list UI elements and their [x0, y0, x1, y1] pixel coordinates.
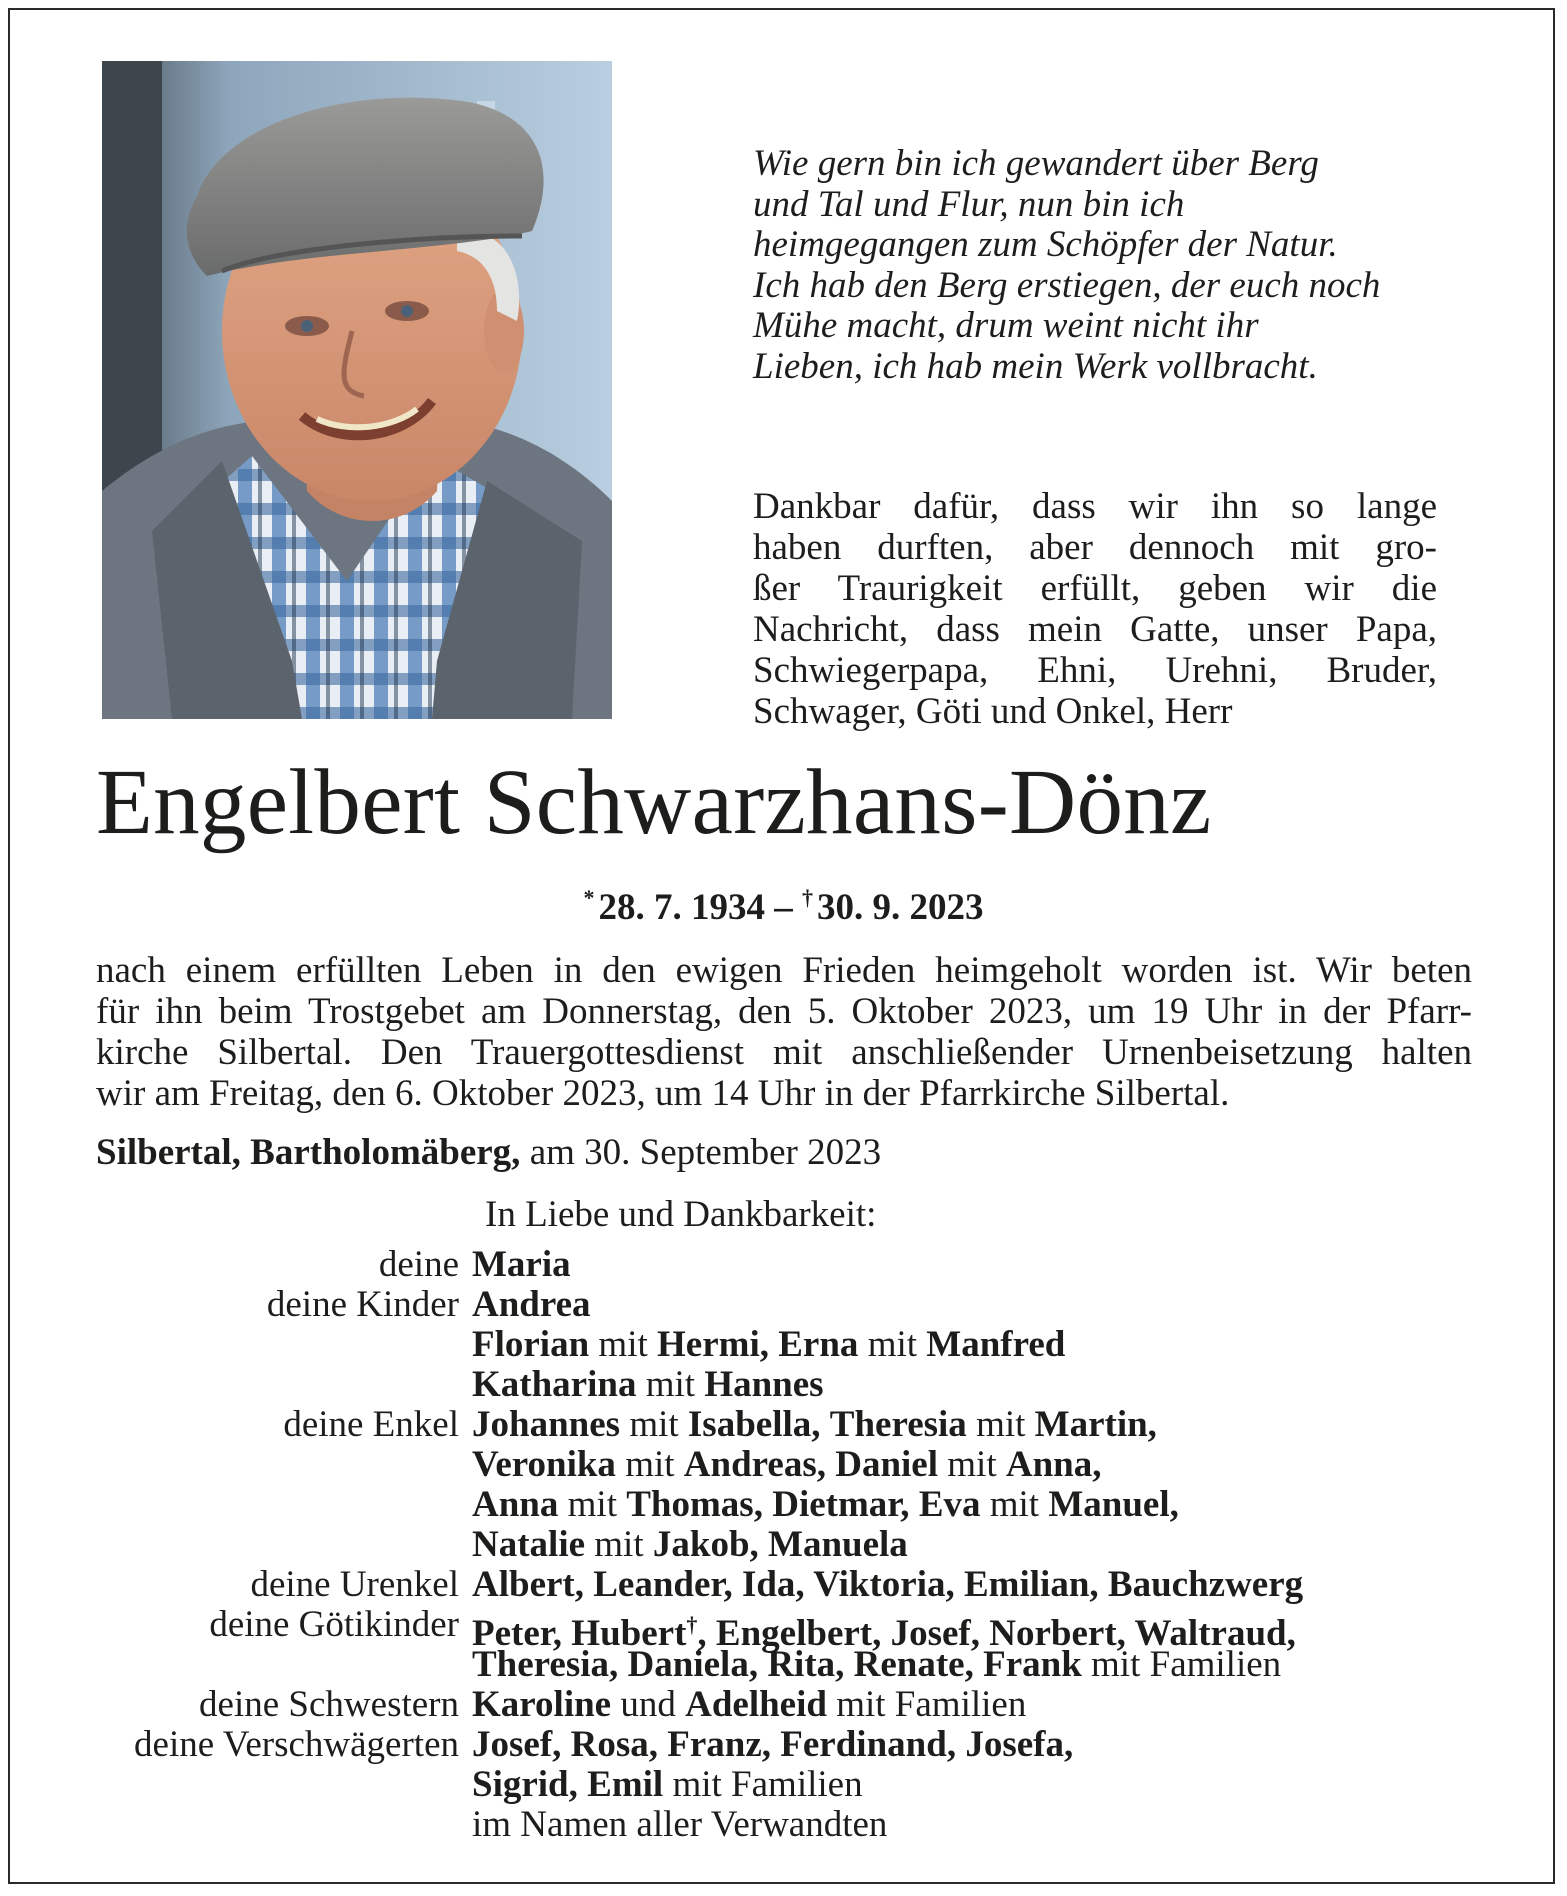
mourner-name: Erna	[778, 1324, 859, 1365]
announcement	[753, 486, 1437, 732]
portrait-photo	[102, 61, 612, 719]
mourner-row	[0, 1325, 1567, 1365]
poem-line: Lieben, ich hab mein Werk vollbracht.	[753, 345, 1318, 387]
mourner-label: deine Verschwägerten	[134, 1724, 459, 1765]
mourner-name: Karoline	[472, 1684, 612, 1725]
mourner-label: deine	[378, 1244, 459, 1285]
mourner-row	[0, 1645, 1567, 1685]
service-details	[96, 950, 1472, 1114]
mourner-name: Josef, Rosa, Franz, Ferdinand, Josefa,	[472, 1724, 1074, 1765]
poem-line: und Tal und Flur, nun bin ich	[753, 183, 1185, 225]
mourner-name: Natalie	[472, 1524, 586, 1565]
mit-text: mit	[645, 1364, 696, 1405]
announcement-line: Schwager, Göti und Onkel, Herr	[753, 691, 1233, 732]
deceased-name: Engelbert Schwarzhans-Dönz	[96, 751, 1212, 854]
mourner-label: deine Urenkel	[250, 1564, 459, 1605]
mourner-row	[0, 1405, 1567, 1445]
mourner-name: Manfred	[926, 1324, 1066, 1365]
place-date: am 30. September 2023	[529, 1132, 882, 1173]
mourner-row	[0, 1725, 1567, 1765]
mourner-name: Martin,	[1034, 1404, 1157, 1445]
mourner-name: Manuel,	[1048, 1484, 1179, 1525]
announcement-line: haben durften, aber dennoch mit gro-	[753, 527, 1437, 568]
mourner-name: Andrea	[472, 1284, 591, 1325]
deceased-marker: †	[686, 1612, 698, 1637]
announcement-line: Dankbar dafür, dass wir ihn so lange	[753, 486, 1437, 527]
mit-text: mit	[867, 1324, 918, 1365]
mourner-row	[0, 1685, 1567, 1725]
mourner-name: Theresia	[829, 1404, 967, 1445]
mourner-name: Anna	[472, 1484, 559, 1525]
mit-text: mit	[594, 1524, 644, 1565]
mourner-name: Jakob,	[652, 1524, 759, 1565]
mit-text: mit	[976, 1404, 1026, 1445]
place-locations: Silbertal, Bartholomäberg,	[96, 1132, 521, 1173]
death-symbol: †	[802, 885, 813, 910]
poem-line: Ich hab den Berg erstiegen, der euch noch	[753, 264, 1381, 306]
mit-familien-text: mit Familien	[1091, 1644, 1282, 1685]
mourner-name: Peter, Hubert	[472, 1613, 687, 1654]
birth-symbol: *	[583, 885, 595, 910]
mourner-name: Manuela	[768, 1524, 908, 1565]
mourner-name: Johannes	[472, 1404, 621, 1445]
mourner-name: Theresia, Daniela, Rita, Renate, Frank	[472, 1644, 1082, 1685]
mourner-name: Adelheid	[685, 1684, 827, 1725]
mourner-name: Florian	[472, 1324, 590, 1365]
mourner-label: deine Kinder	[266, 1284, 459, 1325]
final-line: im Namen aller Verwandten	[472, 1804, 888, 1845]
mourner-row	[0, 1604, 1567, 1654]
mourner-name: Anna,	[1005, 1444, 1102, 1485]
mourner-row	[0, 1565, 1567, 1605]
mourner-label: deine Götikinder	[209, 1604, 459, 1645]
body-line: kirche Silbertal. Den Trauergottesdienst mit anschließender Urnenbeisetzung halten	[96, 1032, 1472, 1073]
announcement-line: ßer Traurigkeit erfüllt, geben wir die	[753, 568, 1437, 609]
mourner-name: Eva	[918, 1484, 981, 1525]
mourner-name: Katharina	[472, 1364, 637, 1405]
date-separator: –	[774, 887, 793, 928]
body-line: für ihn beim Trostgebet am Donnerstag, den 5. Oktober 2023, um 19 Uhr in der Pfarr-	[96, 991, 1472, 1032]
mit-text: mit	[629, 1404, 679, 1445]
mourner-label: deine Enkel	[283, 1404, 459, 1445]
mourner-row	[0, 1245, 1567, 1285]
closing-line: In Liebe und Dankbarkeit:	[485, 1194, 877, 1235]
announcement-line: Schwiegerpapa, Ehni, Urehni, Bruder,	[753, 650, 1437, 691]
mourner-name: Hermi,	[657, 1324, 769, 1365]
mit-text: mit	[947, 1444, 997, 1485]
mourner-name: Sigrid, Emil	[472, 1764, 664, 1805]
und-text: und	[620, 1684, 676, 1725]
mourner-name: Veronika	[472, 1444, 616, 1485]
mourner-label: deine Schwestern	[199, 1684, 459, 1725]
mourner-name: Isabella,	[687, 1404, 821, 1445]
mit-text: mit	[989, 1484, 1040, 1525]
mourner-name: Thomas,	[626, 1484, 763, 1525]
poem-line: Mühe macht, drum weint nicht ihr	[753, 305, 1259, 346]
poem-line: Wie gern bin ich gewandert über Berg	[753, 143, 1319, 184]
mourner-name: Albert, Leander, Ida, Viktoria, Emilian, Bauchzwerg	[472, 1564, 1304, 1605]
mourner-row	[0, 1485, 1567, 1525]
place-and-date	[96, 1132, 881, 1174]
mourner-name: Dietmar,	[772, 1484, 910, 1525]
death-date: 30. 9. 2023	[817, 887, 984, 928]
mourner-row	[0, 1525, 1567, 1565]
body-line: wir am Freitag, den 6. Oktober 2023, um 14 Uhr in der Pfarrkirche Silbertal.	[96, 1073, 1230, 1114]
mourner-name: Hannes	[704, 1364, 824, 1405]
mourner-row	[0, 1805, 1567, 1845]
mourner-row	[0, 1765, 1567, 1805]
mourner-name: , Engelbert, Josef, Norbert, Waltraud,	[697, 1613, 1296, 1654]
mit-text: mit	[625, 1444, 675, 1485]
mourner-name: Daniel	[835, 1444, 939, 1485]
mourner-row	[0, 1285, 1567, 1325]
life-dates	[0, 876, 1567, 930]
mourner-row	[0, 1445, 1567, 1485]
mourners-list	[0, 1245, 1567, 1845]
body-line: nach einem erfüllten Leben in den ewigen Frieden heimgeholt worden ist. Wir beten	[96, 950, 1472, 991]
poem-line: heimgegangen zum Schöpfer der Natur.	[753, 224, 1338, 265]
mit-text: mit	[567, 1484, 617, 1525]
mit-text: mit	[598, 1324, 648, 1365]
birth-date: 28. 7. 1934	[598, 887, 765, 928]
mit-familien-text: mit Familien	[672, 1764, 863, 1805]
mourner-name: Maria	[472, 1244, 571, 1285]
mit-familien-text: mit Familien	[836, 1684, 1027, 1725]
mourner-name: Andreas,	[683, 1444, 826, 1485]
poem	[753, 144, 1473, 387]
mourner-row	[0, 1365, 1567, 1405]
announcement-line: Nachricht, dass mein Gatte, unser Papa,	[753, 609, 1437, 650]
